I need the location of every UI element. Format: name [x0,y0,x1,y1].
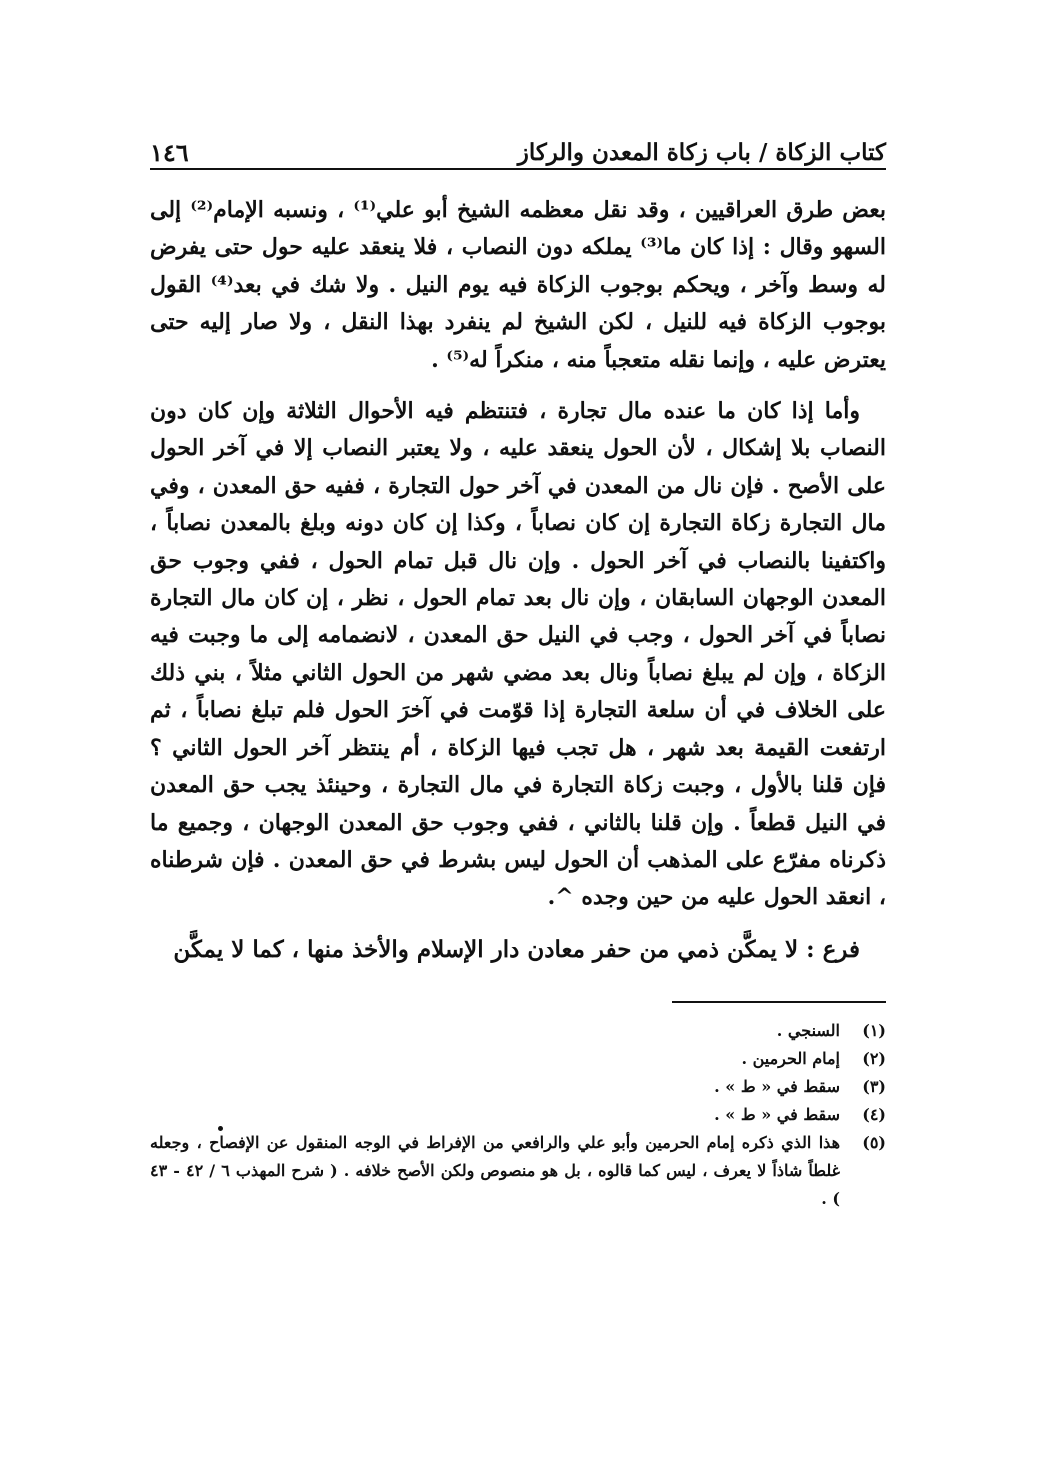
running-title: كتاب الزكاة / باب زكاة المعدن والركاز [517,139,886,166]
footnote-text: السنجي . [776,1021,840,1041]
scan-speck [218,1126,223,1131]
paragraph: بعض طرق العراقيين ، وقد نقل معظمه الشيخ أبو علي⁽¹⁾ ، ونسبه الإمام⁽²⁾ إلى السهو وقال : إذا كان ما⁽³⁾ يملكه دون النصاب ، فلا ينعقد عليه حول حتى يفرض له وسط وآخر ، ويحكم بوجوب الزكاة فيه يوم النيل . ولا شك في بعد⁽⁴⁾ القول بوجوب الزكاة فيه للنيل ، لكن الشيخ لم ينفرد بهذا النقل ، ولا صار إليه حتى يعترض عليه ، وإنما نقله متعجباً منه ، منكراً له⁽⁵⁾ . [150,197,886,373]
footnote-number: (٤) [862,1105,886,1125]
main-text [150,192,886,968]
footnote-divider [672,1001,886,1003]
footnote-number: (١) [862,1021,886,1041]
footnote-number: (٢) [862,1049,886,1069]
footnotes [150,1017,886,1213]
footnote [150,1045,886,1073]
footnote-text: سقط في « ط » . [714,1105,840,1125]
paragraph: وأما إذا كان ما عنده مال تجارة ، فتنتظم فيه الأحوال الثلاثة وإن كان دون النصاب بلا إشكال ، لأن الحول ينعقد عليه ، ولا يعتبر النصاب إلا في آخر الحول على الأصح . فإن نال من المعدن في آخر حول التجارة ، ففيه حق المعدن ، وفي مال التجارة زكاة التجارة إن كان نصاباً ، وكذا إن كان دونه وبلغ بالمعدن نصاباً ، واكتفينا بالنصاب في آخر الحول . وإن نال قبل تمام الحول ، ففي وجوب حق المعدن الوجهان السابقان ، وإن نال بعد تمام الحول ، نظر ، إن كان مال التجارة نصاباً في آخر الحول ، وجب في النيل حق المعدن ، لانضمامه إلى ما وجبت فيه الزكاة ، وإن لم يبلغ نصاباً ونال بعد مضي شهر من الحول الثاني مثلاً ، بني ذلك على الخلاف في أن سلعة التجارة إذا قوّمت في آخرَ الحول فلم تبلغ نصاباً ، ثم ارتفعت القيمة بعد شهر ، هل تجب فيها الزكاة ، أم ينتظر آخر الحول الثاني ؟ فإن قلنا بالأول ، وجبت زكاة التجارة في مال التجارة ، وحينئذ يجب حق المعدن في النيل قطعاً . وإن قلنا بالثاني ، ففي وجوب حق المعدن الوجهان ، وجميع ما ذكرناه مفرّع على المذهب أن الحول ليس بشرط في حق المعدن . فإن شرطناه ، انعقد الحول عليه من حين وجده ^. [150,398,886,911]
page-header [150,128,886,170]
paragraph-far3: فرع : لا يمكَّن ذمي من حفر معادن دار الإسلام والأخذ منها ، كما لا يمكَّن [173,935,860,963]
footnote [150,1101,886,1129]
page-number: ١٤٦ [150,138,189,167]
book-page [150,128,886,1213]
footnote [150,1017,886,1045]
footnote [150,1129,886,1213]
footnote [150,1073,886,1101]
footnote-text: هذا الذي ذكره إمام الحرمين وأبو علي والرافعي من الإفراط في الوجه المنقول عن الإفصاح ، وجعله غلطاً شاذاً لا يعرف ، ليس كما قالوه ، بل هو منصوص ولكن الأصح خلافه . ( شرح المهذب ٦ / ٤٢ - ٤٣ ) . [150,1133,841,1209]
footnote-text: إمام الحرمين . [741,1049,840,1069]
footnote-number: (٥) [862,1133,886,1153]
footnote-text: سقط في « ط » . [714,1077,840,1097]
footnote-number: (٣) [862,1077,886,1097]
